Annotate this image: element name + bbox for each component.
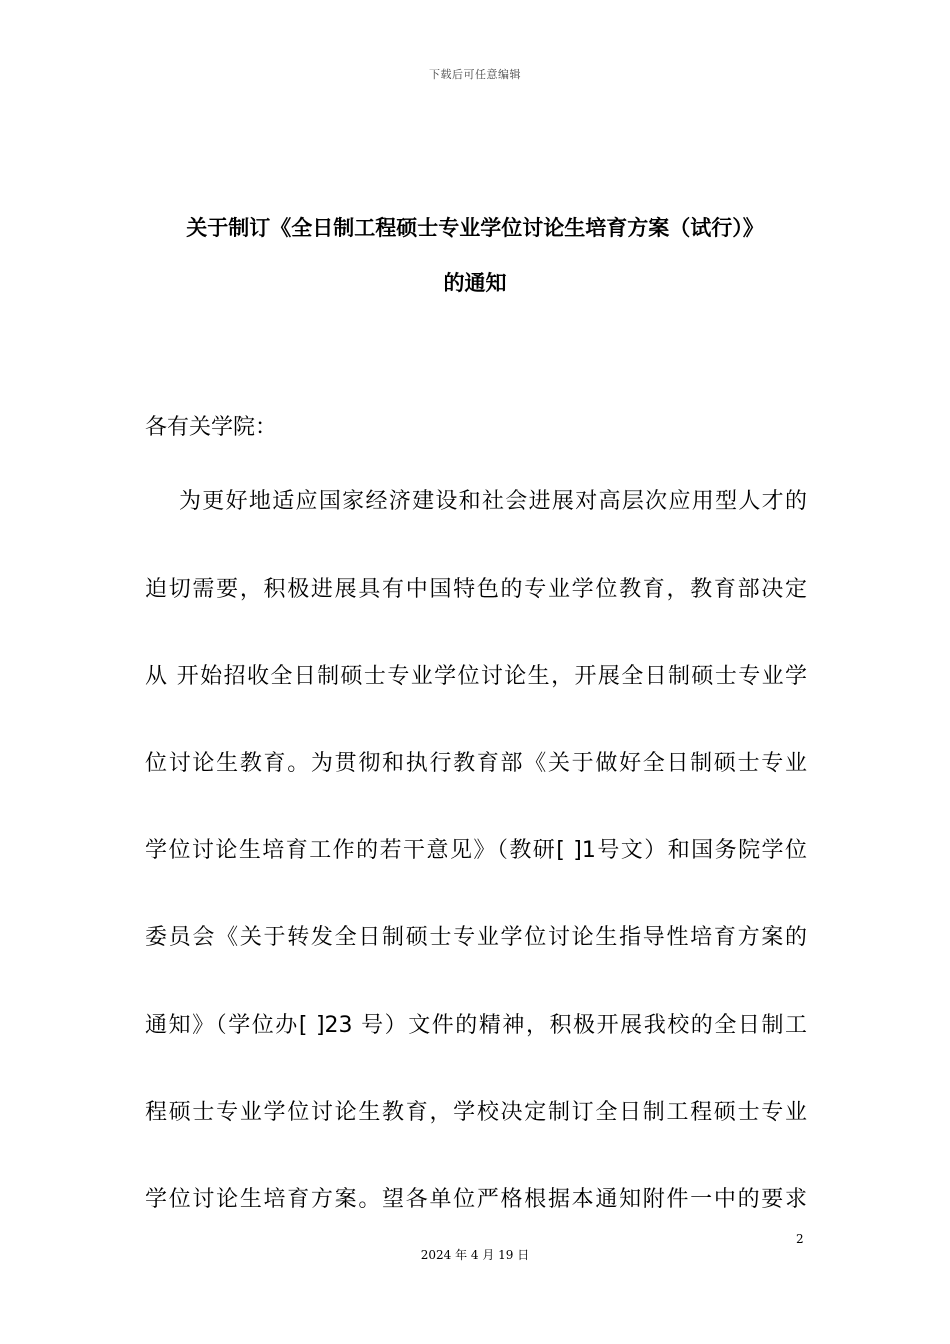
page-number: 2 [796,1232,804,1246]
paragraph-line-9: 学位讨论生培育方案。望各单位严格根据本通知附件一中的要求 [145,1187,807,1212]
paragraph-line-2: 迫切需要，积极进展具有中国特色的专业学位教育，教育部决定 [145,577,807,602]
paragraph-line-7: 通知》（学位办[ ]23 号）文件的精神，积极开展我校的全日制工 [145,1013,807,1038]
document-title-line-1: 关于制订《全日制工程硕士专业学位讨论生培育方案（试行）》 [186,216,764,240]
salutation: 各有关学院： [145,415,278,440]
paragraph-line-4: 位讨论生教育。为贯彻和执行教育部《关于做好全日制硕士专业 [145,751,807,776]
paragraph-line-8: 程硕士专业学位讨论生教育，学校决定制订全日制工程硕士专业 [145,1100,807,1125]
paragraph-line-6: 委员会《关于转发全日制硕士专业学位讨论生指导性培育方案的 [145,925,807,950]
paragraph-line-1: 为更好地适应国家经济建设和社会进展对高层次应用型人才的 [179,489,807,514]
paragraph-line-3: 从 开始招收全日制硕士专业学位讨论生，开展全日制硕士专业学 [145,664,807,689]
footer-date: 2024 年 4 月 19 日 [420,1248,530,1262]
paragraph-line-5: 学位讨论生培育工作的若干意见》（教研[ ]1号文）和国务院学位 [145,838,807,863]
header-note: 下载后可任意编辑 [429,68,521,81]
document-title-line-2: 的通知 [443,271,507,295]
